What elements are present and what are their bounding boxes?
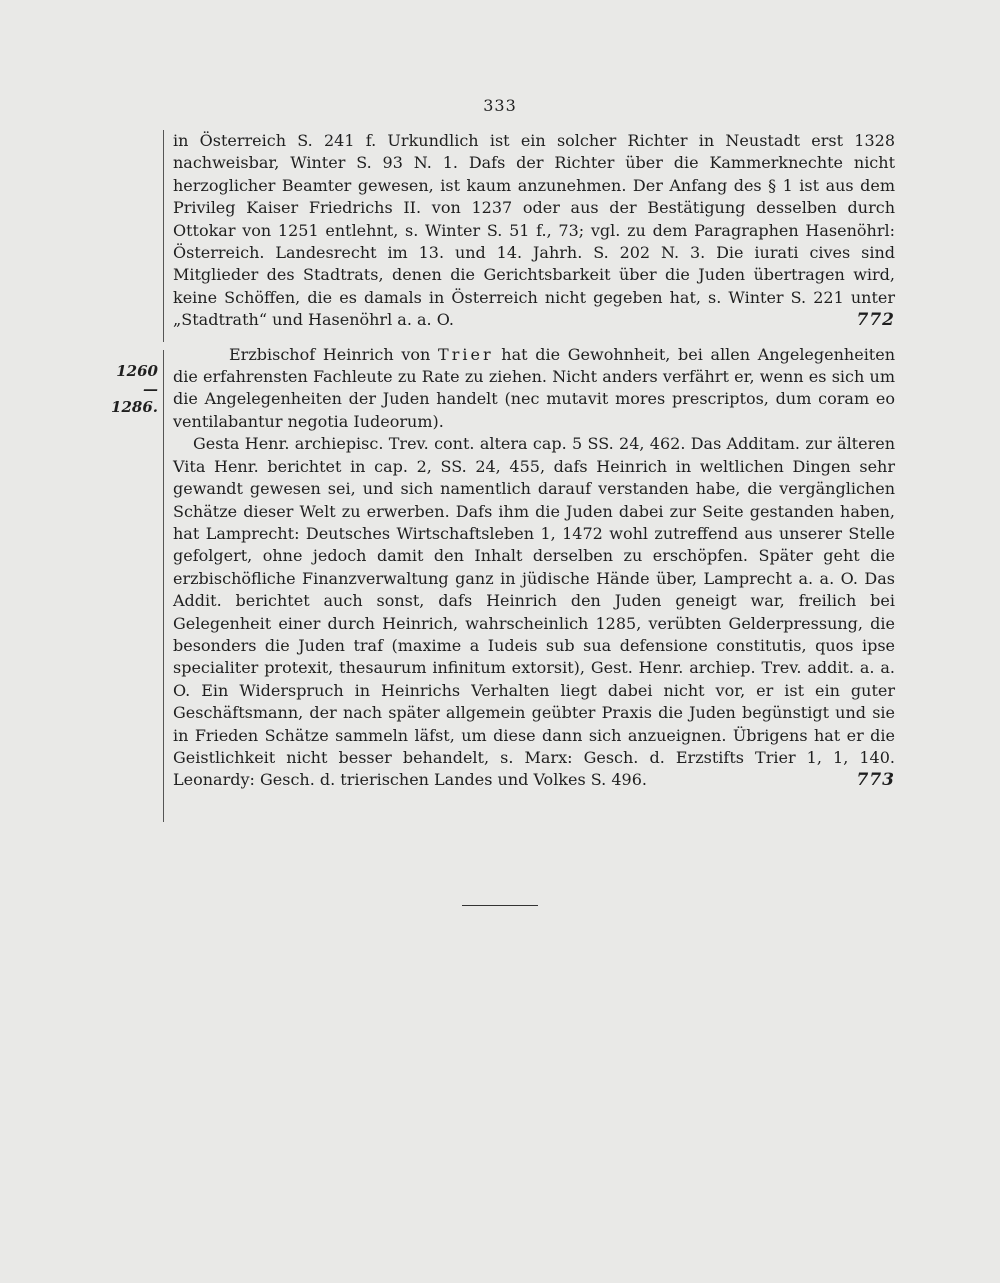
margin-rule-773 <box>163 350 164 822</box>
footnote-772 <box>173 130 895 332</box>
entry-gap <box>173 332 895 344</box>
entry-773-intro-before: Erzbischof Heinrich von <box>229 344 431 364</box>
page-content <box>173 130 895 792</box>
entry-number-773: 773 <box>856 770 895 791</box>
margin-date <box>98 362 158 416</box>
entry-773-commentary-text: Gesta Henr. archiepisc. Trev. cont. altera cap. 5 SS. 24, 462. Das Additam. zur älteren Vita Henr. berichtet in cap. 2, SS. 24, 455, dafs Heinrich in weltlichen Dingen sehr gewandt gewesen sei, und sich namentlich darauf verstanden habe, die vergänglichen Schätze dieser Welt zu erwerben. Dafs ihm die Juden dabei zur Seite gestanden haben, hat Lamprecht: Deutsches Wirtschaftsleben 1, 1472 wohl zutreffend aus unserer Stelle gefolgert, ohne jedoch damit den Inhalt derselben zu erschöpfen. Später geht die erzbischöfliche Finanzverwaltung ganz in jüdische Hände über, Lamprecht a. a. O. Das Addit. berichtet auch sonst, dafs Heinrich den Juden geneigt war, freilich bei Gelegenheit einer durch Heinrich, wahrscheinlich 1285, verübten Gelderpressung, die besonders die Juden traf (maxime a Iudeis sub sua defensione constitutis, quos ipse specialiter protexit, thesaurum infinitum extorsit), Gest. Henr. archiep. Trev. addit. a. a. O. Ein Widerspruch in Heinrichs Verhalten liegt dabei nicht vor, er ist ein guter Geschäftsmann, der nach später allgemein geübter Praxis die Juden begünstigt und sie in Frieden Schätze sammeln läfst, um diese dann sich anzueignen. Übrigens hat er die Geistlichkeit nicht besser behandelt, s. Marx: Gesch. d. Erzstifts Trier 1, 1, 140. Leonardy: Gesch. d. trierischen Landes und Volkes S. 496. <box>173 434 895 790</box>
margin-date-start: 1260 <box>116 362 158 380</box>
page-number: 333 <box>483 96 517 115</box>
entry-773-intro-after: hat die Gewohnheit, bei allen Angelegenheiten die erfahrensten Fachleute zu Rate zu ziehen. Nicht anders verfährt er, wenn es sich um die Angelegenheiten der Juden handelt (nec mutavit mores prescriptos, dum coram eo ventilabantur negotia Iudeorum). <box>173 344 896 431</box>
entry-773-place: Trier <box>438 344 494 364</box>
entry-773-summary <box>173 344 895 434</box>
end-rule <box>462 905 538 906</box>
entry-773-commentary <box>173 433 895 792</box>
margin-rule-772 <box>163 130 164 342</box>
entry-number-772: 772 <box>856 310 895 331</box>
margin-date-end: —1286. <box>111 380 158 416</box>
footnote-772-text: in Österreich S. 241 f. Urkundlich ist ein solcher Richter in Neustadt erst 1328 nachweisbar, Winter S. 93 N. 1. Dafs der Richter über die Kammerknechte nicht herzoglicher Beamter gewesen, ist kaum anzunehmen. Der Anfang des § 1 ist aus dem Privileg Kaiser Friedrichs II. von 1237 oder aus der Bestätigung desselben durch Ottokar von 1251 entlehnt, s. Winter S. 51 f., 73; vgl. zu dem Paragraphen Hasenöhrl: Österreich. Landesrecht im 13. und 14. Jahrh. S. 202 N. 3. Die iurati cives sind Mitglieder des Stadtrats, denen die Gerichtsbarkeit über die Juden übertragen wird, keine Schöffen, die es damals in Österreich nicht gegeben hat, s. Winter S. 221 unter „Stadtrath“ und Hasenöhrl a. a. O. <box>173 131 895 330</box>
